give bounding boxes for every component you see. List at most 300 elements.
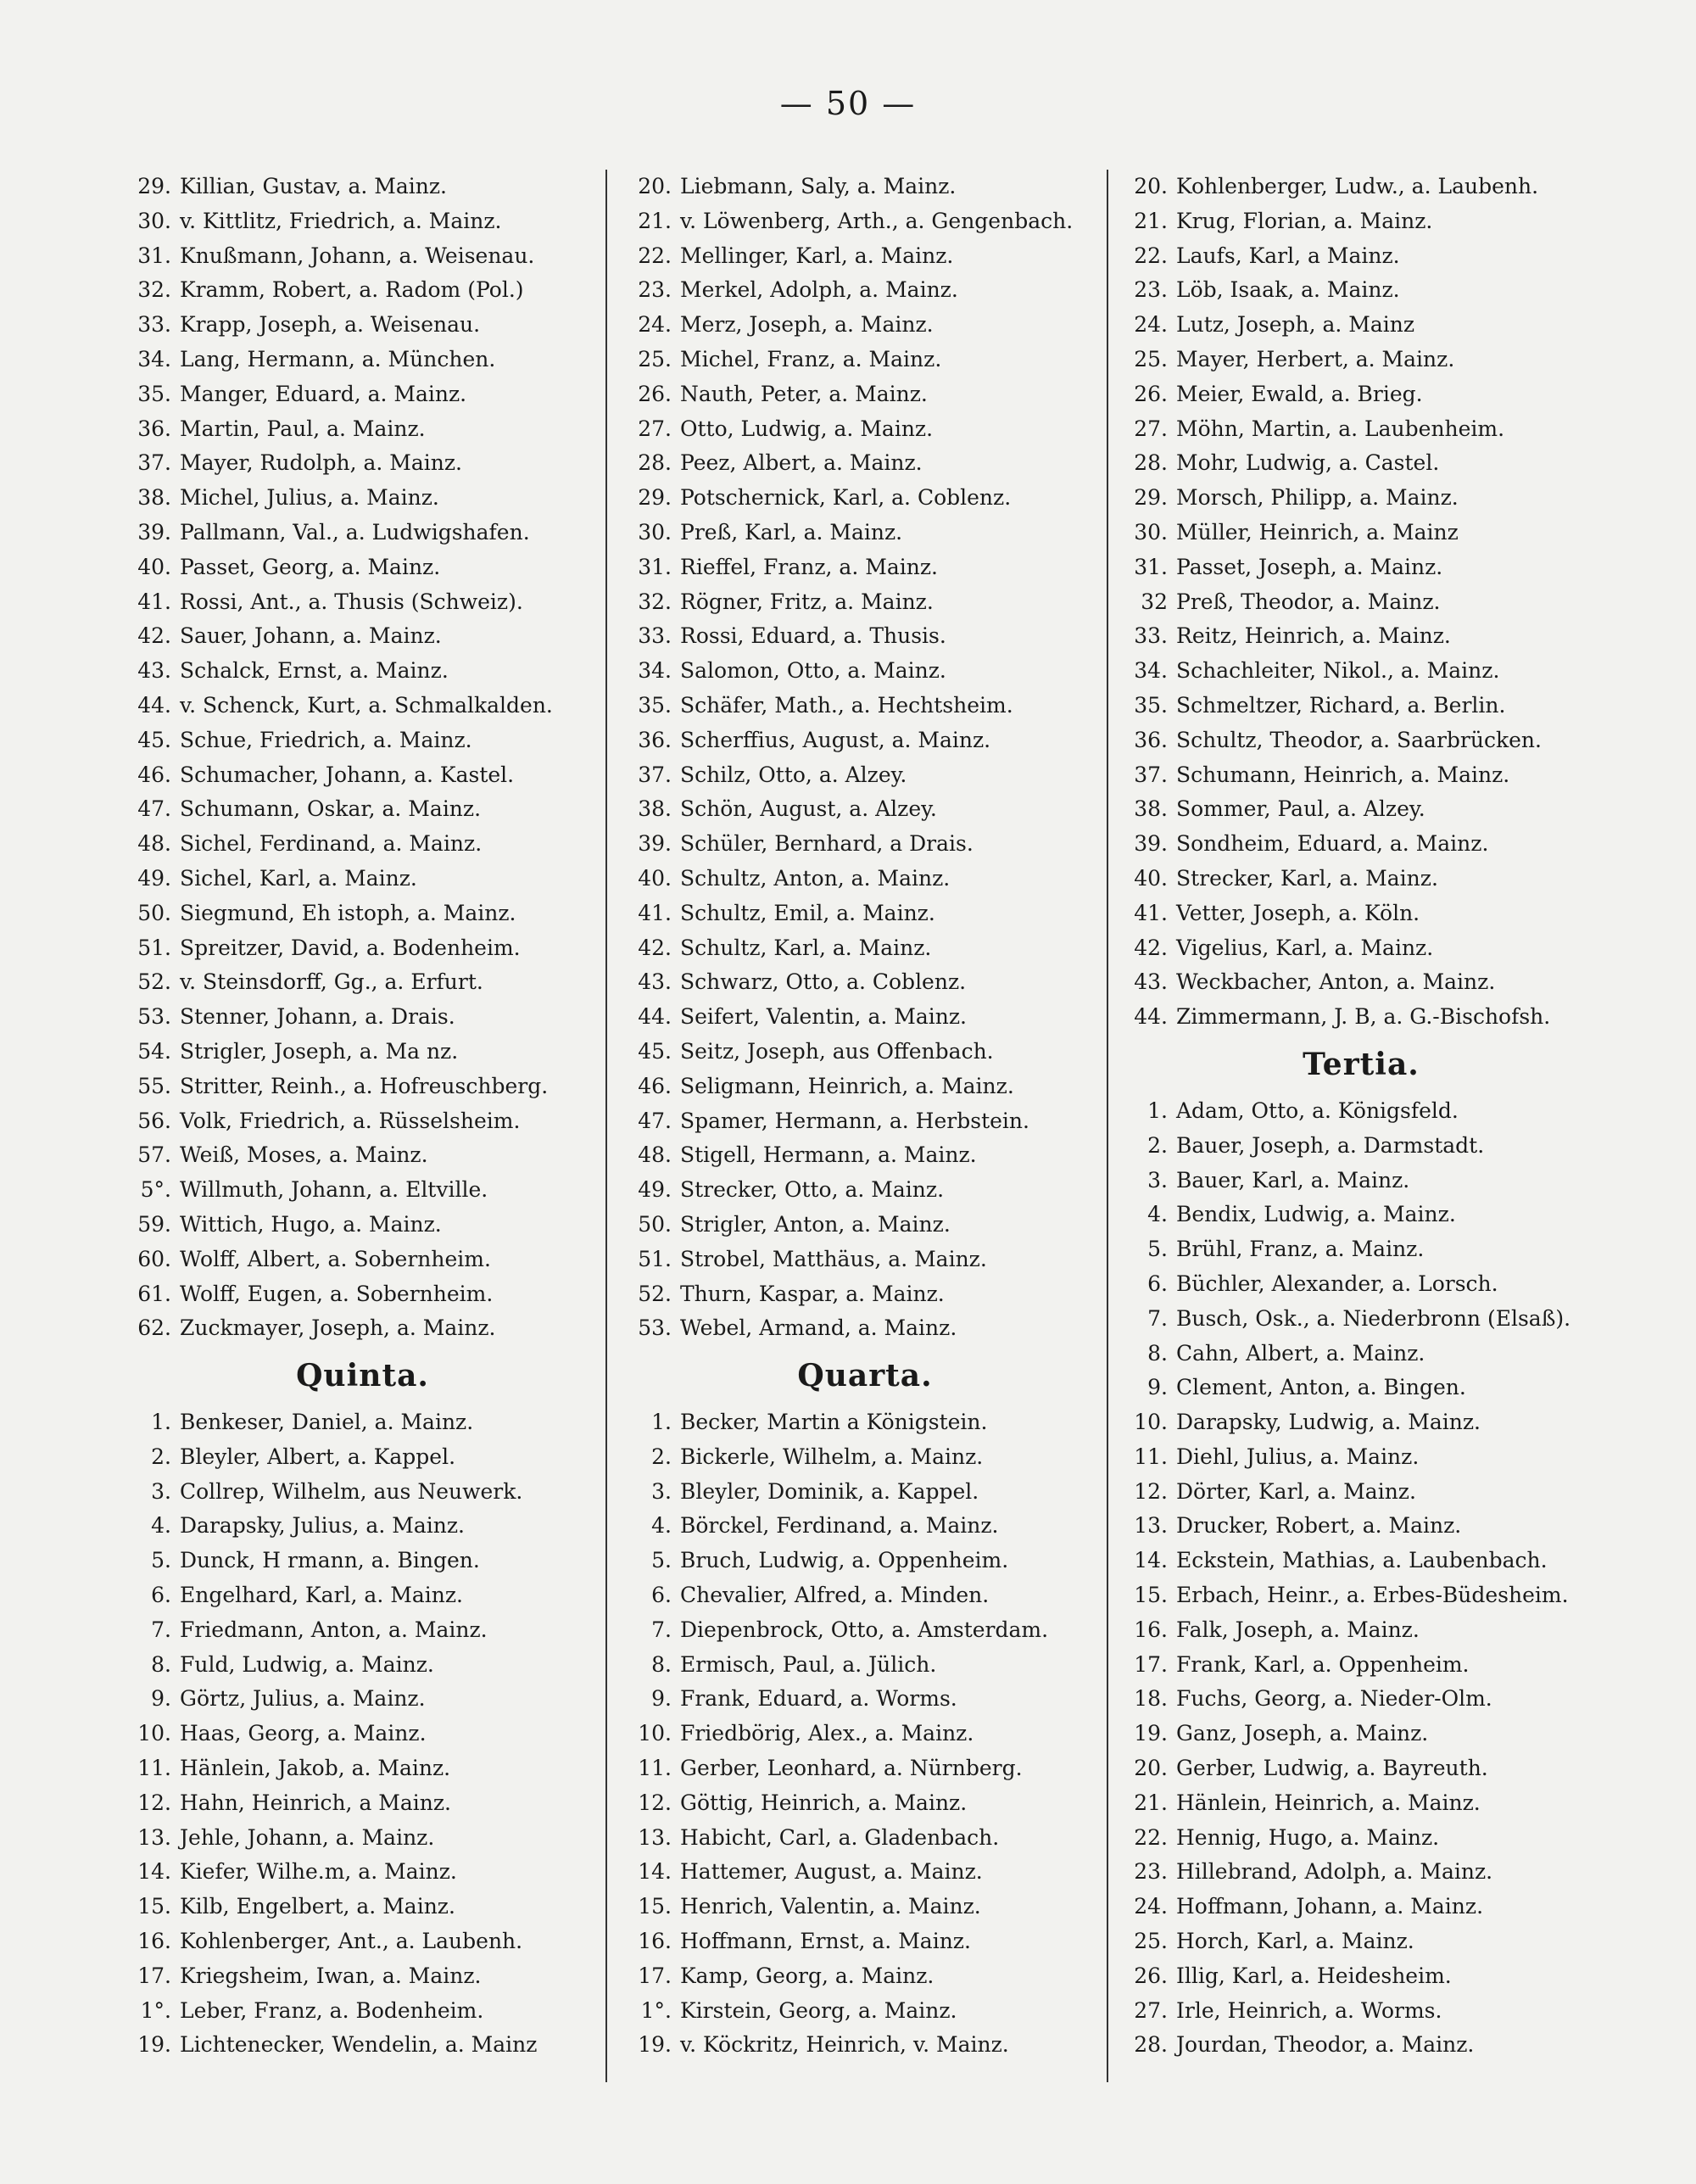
entry-text: Henrich, Valentin, a. Mainz. — [680, 1894, 981, 1919]
entry-text: Michel, Franz, a. Mainz. — [680, 346, 942, 371]
entry-text: Ganz, Joseph, a. Mainz. — [1176, 1721, 1429, 1746]
list-item — [1124, 2028, 1598, 2063]
list-item — [127, 170, 598, 204]
entry-text: Jourdan, Theodor, a. Mainz. — [1176, 2032, 1475, 2058]
list-item — [127, 897, 598, 931]
entry-text: Kamp, Georg, a. Mainz. — [680, 1963, 934, 1988]
entry-number: 1. — [651, 1410, 672, 1435]
entry-number: 4. — [651, 1513, 672, 1539]
entry-text: Benkeser, Daniel, a. Mainz. — [180, 1410, 474, 1435]
list-item — [628, 273, 1102, 308]
entry-number: 36. — [1134, 727, 1168, 752]
entry-text: Horch, Karl, a. Mainz. — [1176, 1929, 1414, 1954]
entry-number: 41. — [137, 589, 171, 614]
entry-number: 28. — [1134, 2032, 1168, 2058]
list-item — [127, 1277, 598, 1312]
entry-number: 14. — [638, 1859, 672, 1885]
list-item — [127, 516, 598, 550]
entry-number: 42. — [638, 935, 672, 960]
entry-text: Rossi, Eduard, a. Thusis. — [680, 623, 946, 649]
list-item — [628, 654, 1102, 689]
list-item — [127, 1544, 598, 1578]
entry-text: Brühl, Franz, a. Mainz. — [1176, 1237, 1425, 1262]
entry-number: 47. — [638, 1108, 672, 1133]
entry-text: v. Steinsdorff, Gg., a. Erfurt. — [180, 969, 483, 995]
entry-text: Collrep, Wilhelm, aus Neuwerk. — [180, 1478, 523, 1504]
entry-number: 32. — [638, 589, 672, 614]
list-item — [1124, 1232, 1598, 1267]
entry-text: Strecker, Otto, a. Mainz. — [680, 1177, 945, 1203]
entry-text: Diehl, Julius, a. Mainz. — [1176, 1444, 1420, 1469]
section-heading-quarta: Quarta. — [797, 1358, 933, 1394]
list-item — [628, 1070, 1102, 1104]
entry-number: 44. — [137, 692, 171, 718]
list-item — [1124, 170, 1598, 204]
list-item — [628, 689, 1102, 723]
list-item — [127, 1924, 598, 1959]
list-item — [1124, 550, 1598, 585]
entry-text: Thurn, Kaspar, a. Mainz. — [680, 1281, 945, 1306]
list-item — [628, 619, 1102, 654]
entry-number: 48. — [137, 831, 171, 857]
list-item — [1124, 377, 1598, 412]
entry-text: Hattemer, August, a. Mainz. — [680, 1859, 983, 1885]
list-item — [1124, 1544, 1598, 1578]
entry-number: 35. — [137, 381, 171, 406]
entry-number: 38. — [1134, 796, 1168, 822]
entry-text: Schön, August, a. Alzey. — [680, 796, 937, 822]
list-item — [628, 827, 1102, 862]
entry-text: Görtz, Julius, a. Mainz. — [180, 1686, 426, 1712]
entry-text: Frank, Karl, a. Oppenheim. — [1176, 1651, 1470, 1677]
entry-text: v. Kittlitz, Friedrich, a. Mainz. — [180, 208, 502, 233]
entry-text: Leber, Franz, a. Bodenheim. — [180, 1997, 484, 2023]
entry-text: Schultz, Karl, a. Mainz. — [680, 935, 932, 960]
page-number: — 50 — — [779, 85, 917, 122]
list-item — [127, 1509, 598, 1544]
entry-text: Hoffmann, Johann, a. Mainz. — [1176, 1894, 1484, 1919]
entry-text: Bleyler, Albert, a. Kappel. — [180, 1444, 456, 1469]
entry-number: 14. — [137, 1859, 171, 1885]
entry-text: Pallmann, Val., a. Ludwigshafen. — [180, 519, 530, 545]
entry-text: Wolff, Albert, a. Sobernheim. — [180, 1246, 491, 1271]
list-item — [628, 1890, 1102, 1924]
list-item — [127, 1475, 598, 1510]
entry-number: 20. — [1134, 174, 1168, 198]
list-item — [1124, 585, 1598, 620]
entry-number: 5. — [151, 1548, 171, 1573]
list-item — [127, 1311, 598, 1346]
entry-text: Schilz, Otto, a. Alzey. — [680, 762, 907, 787]
entry-text: Webel, Armand, a. Mainz. — [680, 1315, 957, 1341]
entry-text: Preß, Karl, a. Mainz. — [680, 519, 903, 545]
list-item — [628, 377, 1102, 412]
list-item — [1124, 862, 1598, 897]
entry-text: Willmuth, Johann, a. Eltville. — [180, 1177, 488, 1203]
list-item — [1124, 931, 1598, 966]
entry-number: 17. — [1134, 1651, 1168, 1677]
entry-text: Gerber, Ludwig, a. Bayreuth. — [1176, 1756, 1488, 1781]
entry-text: Passet, Joseph, a. Mainz. — [1176, 554, 1443, 579]
entry-text: Hänlein, Heinrich, a. Mainz. — [1176, 1790, 1481, 1815]
entry-text: Clement, Anton, a. Bingen. — [1176, 1375, 1466, 1400]
list-item — [628, 1751, 1102, 1786]
entry-text: Kiefer, Wilhe.m, a. Mainz. — [180, 1859, 457, 1885]
entry-number: 49. — [638, 1177, 672, 1203]
entry-text: Merz, Joseph, a. Mainz. — [680, 312, 934, 338]
column-3 — [1124, 170, 1598, 2063]
entry-number: 32 — [1141, 589, 1168, 614]
entry-number: 9. — [151, 1686, 171, 1712]
entry-text: Rieffel, Franz, a. Mainz. — [680, 554, 938, 579]
list-item — [127, 412, 598, 447]
entry-text: Chevalier, Alfred, a. Minden. — [680, 1583, 990, 1608]
list-item — [127, 239, 598, 274]
entry-number: 60. — [137, 1246, 171, 1271]
entry-text: Sauer, Johann, a. Mainz. — [180, 623, 442, 649]
list-item — [1124, 758, 1598, 793]
entry-number: 36. — [137, 416, 171, 441]
entry-text: Liebmann, Saly, a. Mainz. — [680, 174, 957, 198]
entry-number: 8. — [651, 1651, 672, 1677]
list-item — [1124, 1302, 1598, 1337]
entry-text: Drucker, Robert, a. Mainz. — [1176, 1513, 1462, 1539]
entry-number: 56. — [137, 1108, 171, 1133]
list-item — [127, 931, 598, 966]
entry-text: Dörter, Karl, a. Mainz. — [1176, 1478, 1416, 1504]
entry-number: 50. — [638, 1211, 672, 1237]
list-item — [628, 1994, 1102, 2029]
entry-text: Schultz, Emil, a. Mainz. — [680, 900, 935, 925]
entry-number: 4. — [151, 1513, 171, 1539]
list-item — [628, 1311, 1102, 1346]
entry-text: Sommer, Paul, a. Alzey. — [1176, 796, 1425, 822]
entry-number: 3. — [151, 1478, 171, 1504]
list-item — [127, 792, 598, 827]
entry-text: Lang, Hermann, a. München. — [180, 346, 496, 371]
entry-text: Darapsky, Julius, a. Mainz. — [180, 1513, 465, 1539]
entry-number: 48. — [638, 1142, 672, 1168]
entry-text: Schumacher, Johann, a. Kastel. — [180, 762, 515, 787]
entry-text: Mellinger, Karl, a. Mainz. — [680, 243, 954, 268]
entry-number: 44. — [1134, 1004, 1168, 1030]
entry-number: 19. — [638, 2032, 672, 2058]
entry-text: Schwarz, Otto, a. Coblenz. — [680, 969, 967, 995]
entry-number: 2. — [651, 1444, 672, 1469]
entry-text: Wittich, Hugo, a. Mainz. — [180, 1211, 442, 1237]
list-item — [127, 1717, 598, 1751]
list-item — [1124, 1164, 1598, 1198]
entry-number: 23. — [1134, 1859, 1168, 1885]
entry-number: 38. — [137, 485, 171, 511]
entry-number: 34. — [638, 658, 672, 684]
list-item — [1124, 412, 1598, 447]
list-item — [1124, 1717, 1598, 1751]
entry-number: 41. — [1134, 900, 1168, 925]
entry-number: 21. — [638, 208, 672, 233]
list-item — [628, 516, 1102, 550]
entry-number: 13. — [638, 1824, 672, 1850]
entry-number: 30. — [137, 208, 171, 233]
entry-text: Kriegsheim, Iwan, a. Mainz. — [180, 1963, 482, 1988]
entry-number: 40. — [638, 865, 672, 891]
list-item — [127, 827, 598, 862]
entry-text: Diepenbrock, Otto, a. Amsterdam. — [680, 1617, 1049, 1642]
entry-text: Manger, Eduard, a. Mainz. — [180, 381, 467, 406]
entry-number: 17. — [137, 1963, 171, 1988]
list-item — [1124, 1440, 1598, 1475]
entry-text: Busch, Osk., a. Niederbronn (Elsaß). — [1176, 1305, 1571, 1331]
entry-text: Mayer, Rudolph, a. Mainz. — [180, 450, 463, 476]
entry-text: Mayer, Herbert, a. Mainz. — [1176, 346, 1455, 371]
entry-text: Hahn, Heinrich, a Mainz. — [180, 1790, 452, 1815]
entry-number: 33. — [137, 312, 171, 338]
entry-text: Fuchs, Georg, a. Nieder-Olm. — [1176, 1686, 1492, 1712]
list-item — [127, 550, 598, 585]
list-item — [628, 1648, 1102, 1683]
entry-number: 26. — [1134, 1963, 1168, 1988]
entry-number: 34. — [137, 346, 171, 371]
list-item — [628, 1405, 1102, 1440]
list-item — [1124, 1405, 1598, 1440]
entry-text: Merkel, Adolph, a. Mainz. — [680, 277, 958, 303]
entry-number: 10. — [137, 1721, 171, 1746]
list-item — [127, 204, 598, 239]
entry-text: Schultz, Anton, a. Mainz. — [680, 865, 951, 891]
entry-text: Schalck, Ernst, a. Mainz. — [180, 658, 449, 684]
entry-number: 37. — [1134, 762, 1168, 787]
entry-number: 22. — [1134, 1824, 1168, 1850]
list-item — [628, 343, 1102, 377]
entry-text: Illig, Karl, a. Heidesheim. — [1176, 1963, 1452, 1988]
entry-number: 11. — [137, 1756, 171, 1781]
list-item — [628, 1000, 1102, 1035]
entry-number: 6. — [1147, 1271, 1168, 1296]
entry-text: Stritter, Reinh., a. Hofreuschberg. — [180, 1073, 549, 1098]
entry-number: 8. — [1147, 1340, 1168, 1366]
entry-text: Martin, Paul, a. Mainz. — [180, 416, 426, 441]
entry-text: Rossi, Ant., a. Thusis (Schweiz). — [180, 589, 523, 614]
entry-number: 23. — [638, 277, 672, 303]
entry-number: 25. — [638, 346, 672, 371]
entry-number: 12. — [638, 1790, 672, 1815]
list-item — [1124, 1890, 1598, 1924]
list-item — [628, 723, 1102, 758]
entry-text: Morsch, Philipp, a. Mainz. — [1176, 485, 1459, 511]
list-item — [1124, 897, 1598, 931]
list-item — [127, 1613, 598, 1648]
list-item — [628, 792, 1102, 827]
entry-number: 55. — [137, 1073, 171, 1098]
list-item — [1124, 723, 1598, 758]
entry-number: 31. — [137, 243, 171, 268]
entry-number: 40. — [137, 554, 171, 579]
list-item — [628, 931, 1102, 966]
list-item — [1124, 965, 1598, 1000]
entry-text: Strobel, Matthäus, a. Mainz. — [680, 1246, 987, 1271]
entry-number: 9. — [1147, 1375, 1168, 1400]
list-item — [628, 204, 1102, 239]
list-item — [1124, 1509, 1598, 1544]
list-item — [628, 1475, 1102, 1510]
entry-number: 62. — [137, 1315, 171, 1341]
entry-text: Mohr, Ludwig, a. Castel. — [1176, 450, 1440, 476]
list-item — [127, 758, 598, 793]
entry-text: Becker, Martin a Königstein. — [680, 1410, 988, 1435]
entry-text: Volk, Friedrich, a. Rüsselsheim. — [180, 1108, 521, 1133]
entry-number: 41. — [638, 900, 672, 925]
entry-text: Sichel, Karl, a. Mainz. — [180, 865, 417, 891]
entry-number: 2. — [151, 1444, 171, 1469]
entry-text: Stenner, Johann, a. Drais. — [180, 1004, 455, 1030]
entry-number: 15. — [638, 1894, 672, 1919]
entry-number: 39. — [1134, 831, 1168, 857]
entry-text: Löb, Isaak, a. Mainz. — [1176, 277, 1400, 303]
entry-text: Krapp, Joseph, a. Weisenau. — [180, 312, 481, 338]
entry-number: 30. — [638, 519, 672, 545]
entry-text: Siegmund, Eh istoph, a. Mainz. — [180, 900, 516, 925]
list-item — [127, 585, 598, 620]
entry-number: 29. — [638, 485, 672, 511]
entry-number: 16. — [1134, 1617, 1168, 1642]
entry-text: Sichel, Ferdinand, a. Mainz. — [180, 831, 483, 857]
list-item — [628, 1959, 1102, 1994]
entry-text: Sondheim, Eduard, a. Mainz. — [1176, 831, 1489, 857]
list-item — [127, 965, 598, 1000]
list-item — [127, 1890, 598, 1924]
list-item — [628, 1104, 1102, 1139]
entry-number: 17. — [638, 1963, 672, 1988]
list-1a — [127, 170, 598, 1346]
entry-text: Schumann, Heinrich, a. Mainz. — [1176, 762, 1510, 787]
entry-text: Strigler, Anton, a. Mainz. — [680, 1211, 951, 1237]
list-item — [127, 1243, 598, 1277]
entry-text: Knußmann, Johann, a. Weisenau. — [180, 243, 535, 268]
entry-text: Schmeltzer, Richard, a. Berlin. — [1176, 692, 1506, 718]
entry-text: Seligmann, Heinrich, a. Mainz. — [680, 1073, 1014, 1098]
entry-text: Michel, Julius, a. Mainz. — [180, 485, 439, 511]
entry-text: Müller, Heinrich, a. Mainz — [1176, 519, 1459, 545]
entry-text: Fuld, Ludwig, a. Mainz. — [180, 1651, 434, 1677]
entry-number: 43. — [638, 969, 672, 995]
entry-text: Lutz, Joseph, a. Mainz — [1176, 312, 1415, 338]
entry-text: Friedmann, Anton, a. Mainz. — [180, 1617, 488, 1642]
entry-text: Bauer, Joseph, a. Darmstadt. — [1176, 1132, 1485, 1158]
entry-number: 49. — [137, 865, 171, 891]
list-item — [628, 897, 1102, 931]
list-3b — [1124, 1094, 1598, 2063]
entry-text: Bendix, Ludwig, a. Mainz. — [1176, 1202, 1456, 1227]
list-item — [628, 239, 1102, 274]
list-item — [1124, 1751, 1598, 1786]
entry-text: Kohlenberger, Ant., a. Laubenh. — [180, 1929, 523, 1954]
entry-number: 61. — [137, 1281, 171, 1306]
list-2a — [628, 170, 1102, 1346]
entry-number: 45. — [137, 727, 171, 752]
entry-text: Weiß, Moses, a. Mainz. — [180, 1142, 428, 1168]
entry-number: 25. — [1134, 346, 1168, 371]
list-item — [127, 1751, 598, 1786]
entry-text: Reitz, Heinrich, a. Mainz. — [1176, 623, 1451, 649]
entry-number: 29. — [137, 174, 171, 198]
list-item — [1124, 1786, 1598, 1821]
entry-number: 34. — [1134, 658, 1168, 684]
list-item — [628, 1578, 1102, 1613]
entry-number: 47. — [137, 796, 171, 822]
entry-text: Spamer, Hermann, a. Herbstein. — [680, 1108, 1029, 1133]
entry-text: Spreitzer, David, a. Bodenheim. — [180, 935, 521, 960]
entry-text: Peez, Albert, a. Mainz. — [680, 450, 923, 476]
entry-number: 27. — [1134, 416, 1168, 441]
entry-number: 42. — [137, 623, 171, 649]
section-heading-quinta: Quinta. — [296, 1358, 429, 1394]
entry-number: 6. — [151, 1583, 171, 1608]
entry-text: Passet, Georg, a. Mainz. — [180, 554, 441, 579]
entry-text: Gerber, Leonhard, a. Nürnberg. — [680, 1756, 1023, 1781]
entry-text: Kramm, Robert, a. Radom (Pol.) — [180, 277, 524, 303]
entry-number: 16. — [137, 1929, 171, 1954]
entry-number: 37. — [137, 450, 171, 476]
list-item — [127, 1440, 598, 1475]
list-item — [1124, 239, 1598, 274]
entry-number: 50. — [137, 900, 171, 925]
entry-number: 33. — [1134, 623, 1168, 649]
list-item — [628, 550, 1102, 585]
entry-number: 20. — [1134, 1756, 1168, 1781]
entry-text: Börckel, Ferdinand, a. Mainz. — [680, 1513, 999, 1539]
entry-text: Salomon, Otto, a. Mainz. — [680, 658, 946, 684]
list-item — [127, 1821, 598, 1856]
entry-number: 4. — [1147, 1202, 1168, 1227]
list-item — [1124, 1337, 1598, 1371]
list-item — [1124, 827, 1598, 862]
entry-number: 31. — [638, 554, 672, 579]
list-item — [127, 1138, 598, 1173]
list-item — [1124, 446, 1598, 481]
entry-number: 19. — [137, 2032, 171, 2058]
list-item — [127, 862, 598, 897]
list-item — [1124, 1682, 1598, 1717]
entry-text: Preß, Theodor, a. Mainz. — [1176, 589, 1441, 614]
list-item — [127, 1786, 598, 1821]
entry-number: 24. — [1134, 312, 1168, 338]
entry-number: 13. — [137, 1824, 171, 1850]
entry-number: 7. — [151, 1617, 171, 1642]
entry-text: Zuckmayer, Joseph, a. Mainz. — [180, 1315, 496, 1341]
entry-text: v. Löwenberg, Arth., a. Gengenbach. — [680, 208, 1074, 233]
entry-text: Darapsky, Ludwig, a. Mainz. — [1176, 1410, 1481, 1435]
list-item — [127, 723, 598, 758]
entry-number: 36. — [638, 727, 672, 752]
entry-number: 13. — [1134, 1513, 1168, 1539]
list-item — [127, 1208, 598, 1243]
entry-number: 35. — [638, 692, 672, 718]
entry-text: Weckbacher, Anton, a. Mainz. — [1176, 969, 1496, 995]
list-item — [127, 1578, 598, 1613]
entry-text: Adam, Otto, a. Königsfeld. — [1176, 1098, 1459, 1123]
entry-number: 20. — [638, 174, 672, 198]
entry-text: Falk, Joseph, a. Mainz. — [1176, 1617, 1420, 1642]
entry-text: Friedbörig, Alex., a. Mainz. — [680, 1721, 974, 1746]
list-item — [628, 1544, 1102, 1578]
entry-text: Ermisch, Paul, a. Jülich. — [680, 1651, 937, 1677]
entry-number: 33. — [638, 623, 672, 649]
entry-number: 7. — [651, 1617, 672, 1642]
list-3a — [1124, 170, 1598, 1035]
list-2b — [628, 1405, 1102, 2063]
list-item — [1124, 1959, 1598, 1994]
entry-text: Bauer, Karl, a. Mainz. — [1176, 1167, 1410, 1193]
